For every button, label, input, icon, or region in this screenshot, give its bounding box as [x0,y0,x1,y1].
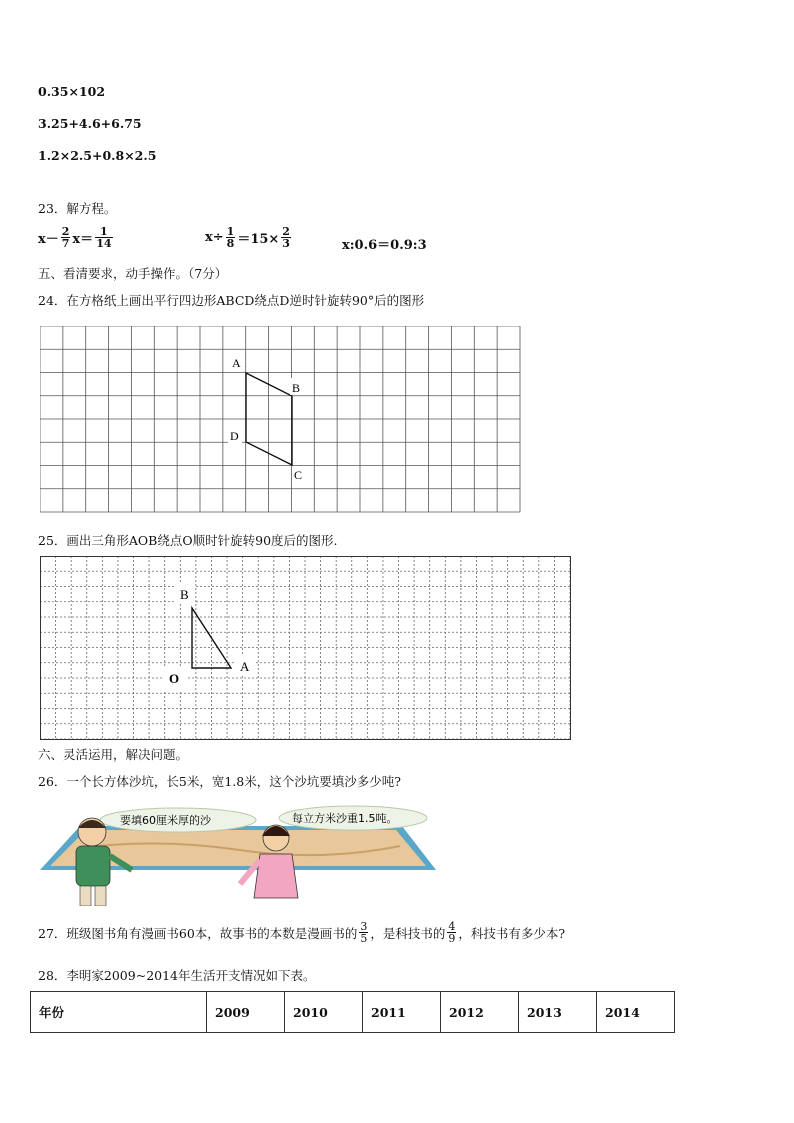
q25-grid-figure [40,556,571,740]
q25-label-b: B [180,587,189,602]
eq1-f1-denominator: 7 [61,237,70,250]
eq2-fraction-2 [281,226,291,249]
calc-line-3: 1.2×2.5+0.8×2.5 [38,148,157,163]
table-cell: 年份 [31,992,207,1033]
eq2-part-a: x÷ [205,230,224,245]
eq2-f1-numerator: 1 [226,225,235,238]
expense-table [30,991,675,1033]
q26-sandpit-illustration [40,798,436,906]
q23-title: 23．解方程。 [38,201,117,216]
eq1-fraction-1 [61,226,71,249]
q24-label-b: B [292,381,301,395]
eq2-f2-denominator: 3 [282,237,290,250]
q24-title: 24．在方格纸上画出平行四边形ABCD绕点D逆时针旋转90°后的图形 [38,293,425,308]
eq2-part-b: ＝15× [237,232,280,247]
q26-title: 26．一个长方体沙坑，长5米，宽1.8米，这个沙坑要填沙多少吨? [38,774,401,789]
boy-speech-text: 要填60厘米厚的沙 [120,814,211,827]
q25-label-o: O [169,671,180,686]
q24-label-a: A [232,356,241,370]
q24-grid-figure [40,326,521,513]
q27-f1-numerator: 3 [360,920,368,933]
girl-speech-text: 每立方米沙重1.5吨。 [292,812,398,825]
q23-equation-3: x:0.6＝0.9:3 [342,238,427,253]
eq1-part-b: x＝ [72,232,94,247]
eq1-f1-numerator: 2 [61,225,70,238]
q27-fraction-1 [359,921,368,944]
eq1-part-a: x－ [38,232,59,247]
q25-title: 25．画出三角形AOB绕点O顺时针旋转90度后的图形. [38,533,338,548]
section-6-heading: 六、灵活运用，解决问题。 [38,747,189,762]
q23-equation-2 [205,226,293,249]
table-cell: 2014 [597,992,675,1033]
q24-label-d: D [230,429,239,443]
q27-f2-denominator: 9 [448,932,456,945]
q27-f2-numerator: 4 [448,920,456,933]
q28-title: 28．李明家2009~2014年生活开支情况如下表。 [38,968,316,983]
eq1-f2-numerator: 1 [100,225,108,238]
eq2-f2-numerator: 2 [282,225,290,238]
table-cell: 2013 [519,992,597,1033]
q24-grid [40,326,520,512]
q27-fraction-2 [447,921,456,944]
calc-line-2: 3.25+4.6+6.75 [38,116,142,131]
table-cell: 2009 [207,992,285,1033]
eq1-f2-denominator: 14 [96,237,112,250]
table-header-row [31,992,675,1033]
calc-line-1: 0.35×102 [38,84,106,99]
q25-grid [40,556,570,739]
eq2-f1-denominator: 8 [226,237,235,250]
q27-part-b: ，是科技书的 [370,925,446,941]
section-5-heading: 五、看清要求，动手操作。（7分） [38,266,228,281]
q27-question [38,921,565,944]
q27-part-c: ，科技书有多少本? [458,925,566,941]
table-cell: 2010 [285,992,363,1033]
table-cell: 2011 [363,992,441,1033]
q27-part-a: 27．班级图书角有漫画书60本，故事书的本数是漫画书的 [38,925,358,941]
eq1-fraction-2 [95,226,112,249]
eq2-fraction-1 [226,226,236,249]
q23-equation-1 [38,226,115,249]
q24-label-c: C [294,468,303,482]
q27-f1-denominator: 5 [360,932,368,945]
table-cell: 2012 [441,992,519,1033]
q25-label-a: A [240,659,250,674]
